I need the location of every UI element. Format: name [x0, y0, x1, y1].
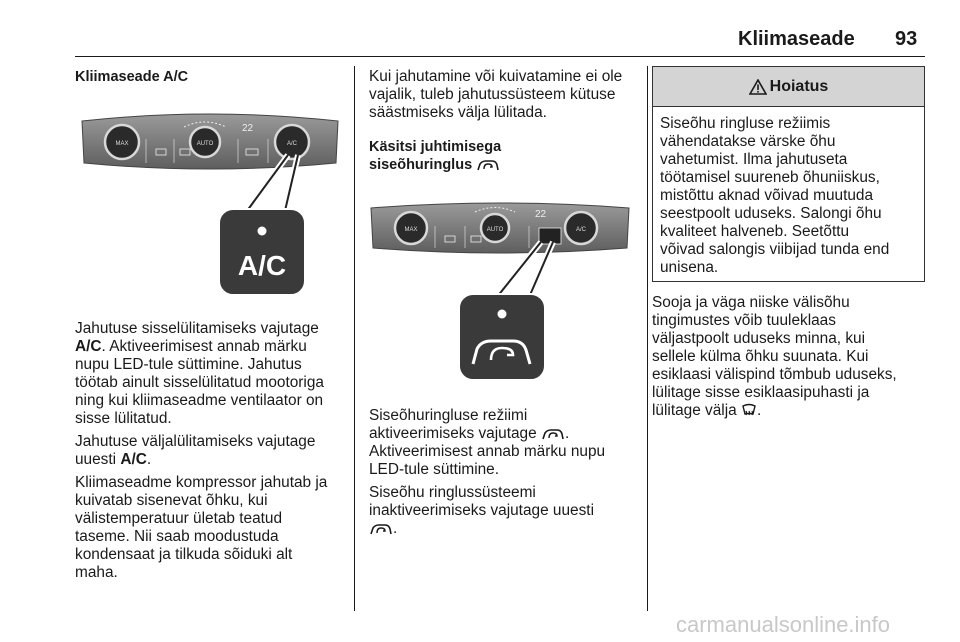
- recirculation-icon: [541, 427, 565, 441]
- paragraph-ac-off: [75, 433, 347, 469]
- warning-box: [652, 66, 925, 282]
- column-divider-1: [354, 66, 355, 611]
- text-line: vajalik, tuleb jahutussüsteem kütuse: [369, 86, 616, 103]
- page-number: 93: [895, 28, 918, 50]
- text-line: Kliimaseadme kompressor jahutab ja: [75, 474, 328, 491]
- ac-label: A/C: [75, 338, 102, 355]
- mode-knob-label: AUTO: [486, 227, 504, 233]
- ac-badge-label: A/C: [237, 250, 287, 281]
- paragraph-humid-air: [652, 294, 927, 420]
- text-line: nupu LED-tule süttimine. Jahutus: [75, 356, 302, 373]
- paragraph-recirc-on: [369, 407, 641, 479]
- text-line: Siseõhu ringlussüsteemi: [369, 484, 536, 501]
- paragraph-recirc-off: [369, 484, 641, 538]
- ac-button-illustration: [78, 105, 342, 300]
- text-line: seestpoolt uduseks. Salongi õhu: [660, 205, 882, 222]
- text-line: kvaliteet halveneb. Seetõttu: [660, 223, 850, 240]
- text-line: .: [393, 520, 398, 537]
- text-line: .: [564, 425, 570, 442]
- text-line: sellele külma õhku suunata. Kui: [652, 348, 869, 365]
- text-line: aktiveerimiseks vajutage: [369, 425, 541, 442]
- paragraph-ac-on: [75, 320, 347, 428]
- text-line: Siseõhuringluse režiimi: [369, 407, 528, 424]
- fan-knob-label: MAX: [404, 227, 418, 233]
- paragraph-compressor: [75, 474, 347, 582]
- text-line: Aktiveerimisest annab märku nupu: [369, 443, 606, 460]
- text-line: kondensaat ja tilkuda sõiduki alt: [75, 546, 293, 563]
- text-line: säästmiseks välja lülitada.: [369, 104, 547, 121]
- text-line: esiklaasi välispind tõmbub uduseks,: [652, 366, 897, 383]
- text-line: Siseõhu ringluse režiimis: [660, 115, 831, 132]
- ac-knob-label: A/C: [575, 227, 587, 233]
- column-divider-2: [647, 66, 648, 611]
- ac-label: A/C: [120, 451, 147, 468]
- text-line: välistemperatuur ületab teatud: [75, 510, 283, 527]
- mode-knob-label: AUTO: [196, 141, 214, 147]
- text-line: inaktiveerimiseks vajutage uuesti: [369, 502, 594, 519]
- text-line: vahetumist. Ilma jahutuseta: [660, 151, 848, 168]
- text-line: kuivatab sisenevat õhku, kui: [75, 492, 268, 509]
- temp-readout: 22: [242, 123, 254, 134]
- warning-title: Hoiatus: [769, 77, 829, 95]
- text-line: LED-tule süttimine.: [369, 461, 500, 478]
- text-line: lülitage välja: [652, 402, 741, 419]
- text-line: uuesti: [75, 451, 121, 468]
- text-line: Jahutuse väljalülitamiseks vajutage: [75, 433, 316, 450]
- text-line: tingimustes võib tuuleklaas: [652, 312, 836, 329]
- heading-line: siseõhuringlus: [369, 157, 473, 173]
- fan-knob-label: MAX: [115, 141, 129, 147]
- text-line: unisena.: [660, 259, 719, 276]
- paragraph-fuel-saving: [369, 68, 641, 122]
- warning-header: [653, 67, 924, 107]
- section-heading-recirculation: [369, 138, 501, 174]
- watermark: carmanualsonline.info: [676, 612, 891, 637]
- page-header-title: Kliimaseade: [738, 28, 855, 50]
- text-line: töötab ainult sisselülitatud mootoriga: [75, 374, 324, 391]
- text-line: Kui jahutamine või kuivatamine ei ole: [369, 68, 623, 85]
- text-line: võivad salongis viibijad tunda end: [660, 241, 890, 258]
- text-line: maha.: [75, 564, 118, 581]
- windscreen-defrost-icon: [741, 402, 757, 418]
- recirculation-icon: [476, 158, 500, 172]
- text-line: .: [756, 402, 762, 419]
- text-line: Sooja ja väga niiske välisõhu: [652, 294, 850, 311]
- text-line: . Aktiveerimisest annab märku: [101, 338, 307, 355]
- text-line: vähendatakse värske õhu: [660, 133, 836, 150]
- text-line: sisse lülitatud.: [75, 410, 172, 427]
- text-line: töötamisel suureneb õhuniiskus,: [660, 169, 880, 186]
- text-line: lülitage sisse esiklaasipuhasti ja: [652, 384, 870, 401]
- temp-readout: 22: [535, 209, 547, 220]
- recirculation-icon: [369, 522, 393, 536]
- text-line: Jahutuse sisselülitamiseks vajutage: [75, 320, 319, 337]
- text-line: mistõttu aknad võivad muutuda: [660, 187, 874, 204]
- text-line: .: [146, 451, 152, 468]
- text-line: taseme. Nii saab moodustuda: [75, 528, 279, 545]
- heading-line: Käsitsi juhtimisega: [369, 139, 502, 155]
- warning-text: [660, 115, 922, 277]
- header-divider: [75, 56, 925, 57]
- warning-icon: [749, 79, 767, 95]
- section-heading-ac: Kliimaseade A/C: [75, 69, 189, 85]
- text-line: väljastpoolt uduseks minna, kui: [652, 330, 866, 347]
- text-line: ning kui kliimaseadme ventilaator on: [75, 392, 324, 409]
- ac-knob-label: A/C: [286, 141, 298, 147]
- recirculation-button-illustration: [367, 198, 633, 383]
